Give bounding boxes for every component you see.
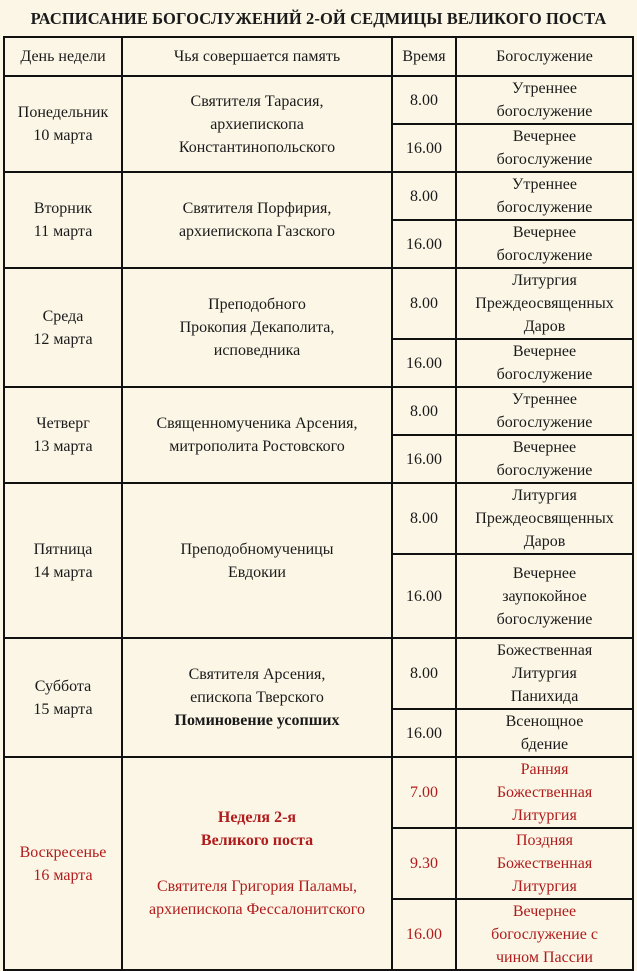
time-cell: 16.00 xyxy=(392,339,456,387)
table-row xyxy=(4,76,633,124)
service-cell xyxy=(456,638,633,709)
memory-cell xyxy=(122,757,392,970)
service-line: Божественная xyxy=(496,855,593,872)
day-name: Воскресенье xyxy=(19,843,107,861)
memory-cell xyxy=(122,638,392,757)
service-cell xyxy=(456,220,633,268)
day-name: Пятница xyxy=(33,540,93,558)
service-line: чином Пассии xyxy=(496,949,593,966)
time-cell: 8.00 xyxy=(392,638,456,709)
day-date: 14 марта xyxy=(33,563,93,581)
service-cell xyxy=(456,76,633,124)
time-cell: 8.00 xyxy=(392,483,456,554)
time-cell: 16.00 xyxy=(392,899,456,970)
service-cell xyxy=(456,387,633,435)
service-line: Вечернее xyxy=(512,564,577,582)
service-line: богослужение xyxy=(496,610,593,628)
time-cell: 9.30 xyxy=(392,828,456,899)
memory-heading: Неделя 2-я xyxy=(217,809,297,826)
time-cell: 16.00 xyxy=(392,435,456,483)
service-line: Утреннее xyxy=(512,391,577,408)
memory-line: Святителя Тарасия, xyxy=(190,92,324,110)
service-line: Преждеосвященных xyxy=(475,510,614,527)
service-line: богослужение xyxy=(496,414,593,431)
time-cell: 16.00 xyxy=(392,554,456,638)
service-line: Вечернее xyxy=(512,343,577,360)
service-line: Вечернее xyxy=(512,224,577,241)
service-cell xyxy=(456,483,633,554)
header-day: День недели xyxy=(4,37,122,76)
service-line: Утреннее xyxy=(512,176,577,193)
time-cell: 8.00 xyxy=(392,387,456,435)
time-cell: 8.00 xyxy=(392,172,456,220)
memory-note: Поминовение усопших xyxy=(174,712,340,729)
table-row xyxy=(4,387,633,435)
day-date: 12 марта xyxy=(33,330,93,348)
memory-line: Прокопия Декаполита, xyxy=(179,319,335,336)
memory-heading: Великого поста xyxy=(200,832,314,849)
memory-line: Константинопольского xyxy=(178,138,336,156)
memory-line: Святителя Арсения, xyxy=(188,666,326,683)
day-name: Понедельник xyxy=(17,104,109,121)
service-line: Панихида xyxy=(510,688,579,705)
service-cell xyxy=(456,554,633,638)
service-line: Даров xyxy=(523,533,566,550)
memory-line: архиепископа Газского xyxy=(178,223,336,240)
time-cell: 7.00 xyxy=(392,757,456,828)
day-name: Суббота xyxy=(34,677,92,695)
time-cell: 16.00 xyxy=(392,709,456,757)
day-date: 15 марта xyxy=(33,700,93,718)
service-cell xyxy=(456,172,633,220)
service-line: богослужение xyxy=(496,366,593,383)
day-name: Вторник xyxy=(33,200,93,217)
service-line: Поздняя xyxy=(515,832,573,849)
service-line: Литургия xyxy=(512,878,577,895)
table-row xyxy=(4,757,633,828)
header-row xyxy=(4,37,633,76)
service-line: Даров xyxy=(523,318,566,335)
service-line: Вечернее xyxy=(512,128,577,145)
memory-line: Святителя Порфирия, xyxy=(182,200,332,217)
service-cell xyxy=(456,709,633,757)
table-row xyxy=(4,268,633,339)
table-row xyxy=(4,483,633,554)
service-line: богослужение xyxy=(496,462,593,479)
day-cell xyxy=(4,76,122,172)
service-cell xyxy=(456,828,633,899)
service-line: богослужение xyxy=(496,151,593,168)
service-cell xyxy=(456,435,633,483)
service-line: Вечернее xyxy=(512,903,577,920)
service-line: Божественная xyxy=(496,642,593,659)
time-cell: 16.00 xyxy=(392,220,456,268)
header-service: Богослужение xyxy=(456,37,633,76)
service-cell xyxy=(456,268,633,339)
day-date: 10 марта xyxy=(33,127,93,144)
service-line: Божественная xyxy=(496,784,593,801)
memory-line: архиепископа Фессалонитского xyxy=(149,901,365,918)
memory-cell xyxy=(122,268,392,387)
memory-line: Преподобномученицы xyxy=(180,540,334,558)
service-line: Литургия xyxy=(512,487,577,504)
day-date: 16 марта xyxy=(33,866,93,884)
service-line: бдение xyxy=(520,736,569,753)
day-cell xyxy=(4,483,122,638)
day-date: 11 марта xyxy=(33,223,93,240)
service-cell xyxy=(456,124,633,172)
time-cell: 16.00 xyxy=(392,124,456,172)
service-cell xyxy=(456,899,633,970)
memory-line: Священномученика Арсения, xyxy=(156,415,358,432)
day-name: Среда xyxy=(42,307,84,325)
service-line: Литургия xyxy=(512,665,577,682)
day-name: Четверг xyxy=(36,415,90,432)
service-line: Вечернее xyxy=(512,439,577,456)
service-line: Литургия xyxy=(512,272,577,289)
memory-line: митрополита Ростовского xyxy=(169,438,345,455)
service-line: Утреннее xyxy=(512,80,577,97)
service-line: заупокойное xyxy=(502,587,587,605)
memory-line: исповедника xyxy=(213,342,301,359)
table-row xyxy=(4,172,633,220)
service-line: богослужение xyxy=(496,247,593,264)
day-cell xyxy=(4,172,122,268)
memory-cell xyxy=(122,172,392,268)
memory-line: епископа Тверского xyxy=(190,689,324,706)
service-line: богослужение xyxy=(496,103,593,120)
service-cell xyxy=(456,757,633,828)
service-line: богослужение с xyxy=(491,926,598,943)
day-cell xyxy=(4,757,122,970)
time-cell: 8.00 xyxy=(392,268,456,339)
schedule-table xyxy=(3,36,634,971)
time-cell: 8.00 xyxy=(392,76,456,124)
memory-cell xyxy=(122,483,392,638)
memory-line: Святителя Григория Паламы, xyxy=(156,878,357,895)
page-title: РАСПИСАНИЕ БОГОСЛУЖЕНИЙ 2-ОЙ СЕДМИЦЫ ВЕЛИКОГО ПОСТА xyxy=(30,9,607,28)
day-cell xyxy=(4,268,122,387)
service-line: Всенощное xyxy=(505,713,584,730)
memory-line: архиепископа xyxy=(210,115,304,133)
memory-line: Евдокии xyxy=(228,563,286,581)
table-row xyxy=(4,638,633,709)
header-memory: Чья совершается память xyxy=(122,37,392,76)
day-cell xyxy=(4,638,122,757)
service-line: Преждеосвященных xyxy=(475,295,614,312)
service-line: Ранняя xyxy=(520,761,569,778)
memory-cell xyxy=(122,76,392,172)
memory-cell xyxy=(122,387,392,483)
service-line: богослужение xyxy=(496,199,593,216)
header-time: Время xyxy=(392,37,456,76)
service-cell xyxy=(456,339,633,387)
day-cell xyxy=(4,387,122,483)
memory-line: Преподобного xyxy=(208,296,306,313)
day-date: 13 марта xyxy=(33,438,93,455)
service-line: Литургия xyxy=(512,807,577,824)
spacer xyxy=(126,852,388,875)
